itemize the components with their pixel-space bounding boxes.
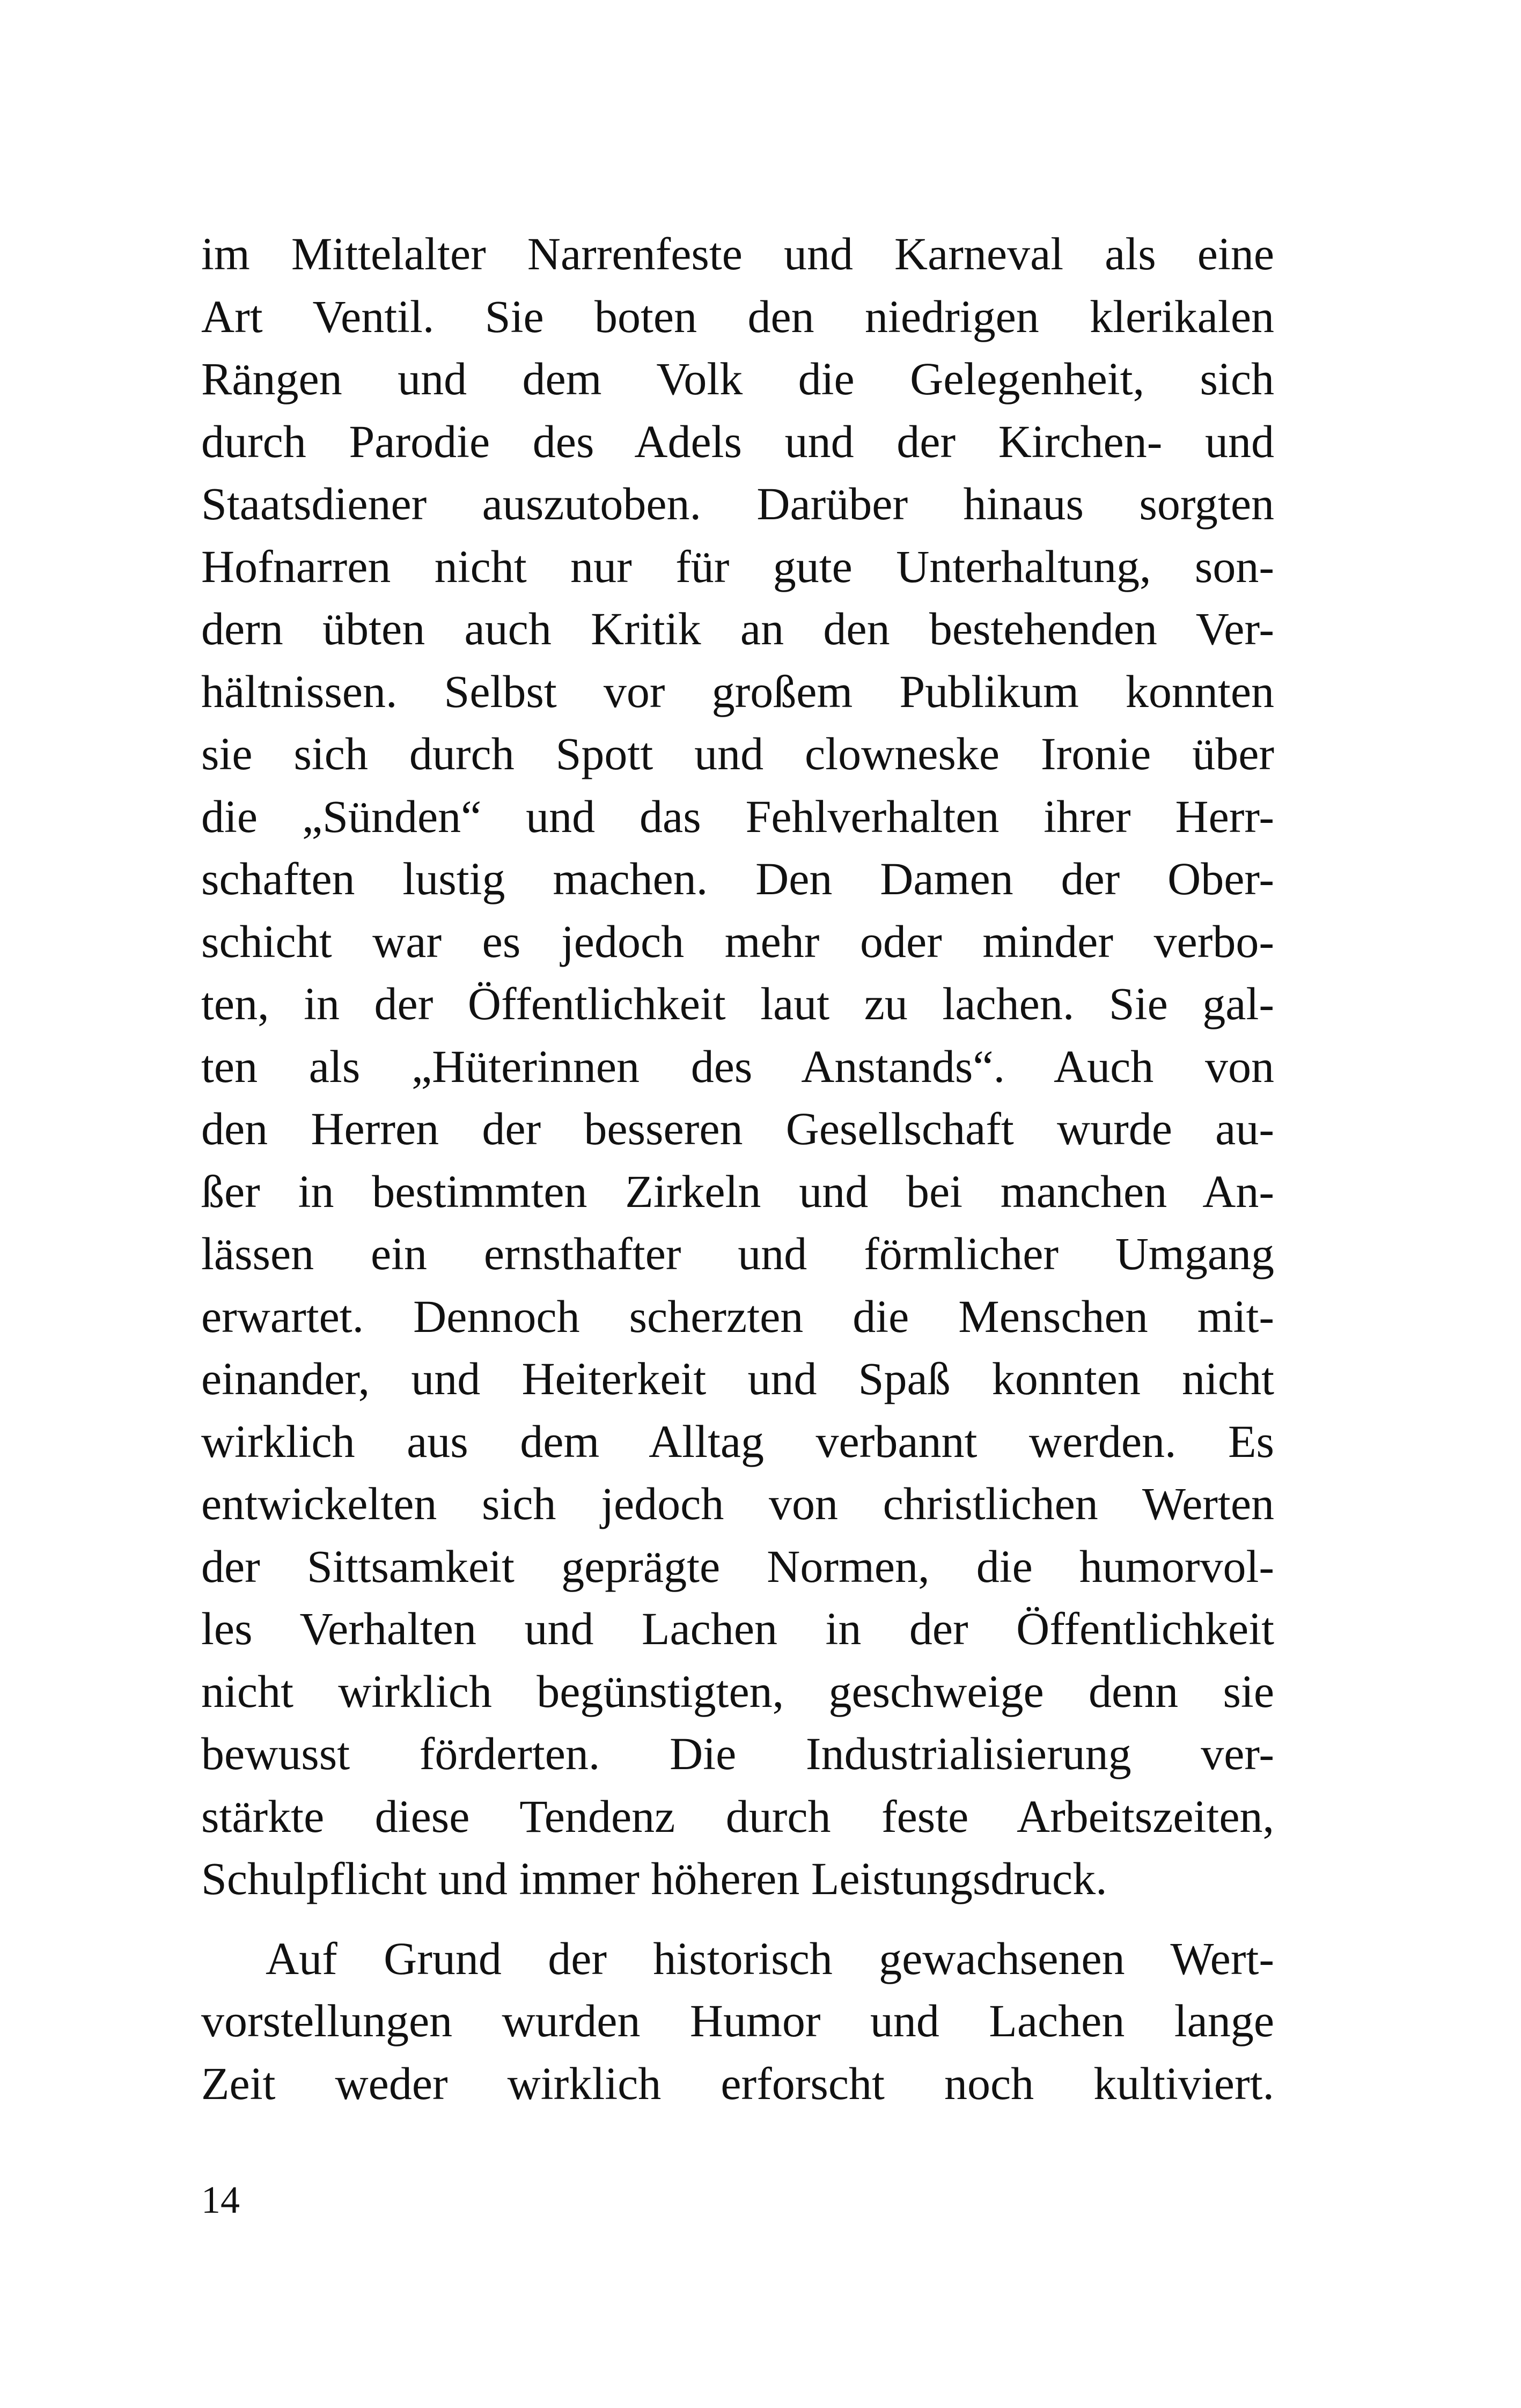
text-line: einander, und Heiterkeit und Spaß konnten nicht	[201, 1353, 1274, 1404]
text-line: wirklich aus dem Alltag verbannt werden. Es	[201, 1415, 1274, 1467]
body-text	[201, 223, 1274, 2115]
text-line: erwartet. Dennoch scherzten die Menschen mit-	[201, 1290, 1274, 1342]
text-line: ßer in bestimmten Zirkeln und bei manchen An-	[201, 1165, 1274, 1217]
text-line: im Mittelalter Narrenfeste und Karneval als eine	[201, 228, 1274, 279]
text-line: schaften lustig machen. Den Damen der Ober-	[201, 853, 1274, 904]
text-line: Auf Grund der historisch gewachsenen Wert-	[266, 1932, 1274, 1984]
text-line: entwickelten sich jedoch von christlichen Werten	[201, 1478, 1274, 1529]
text-line: les Verhalten und Lachen in der Öffentlichkeit	[201, 1603, 1274, 1654]
text-line: Rängen und dem Volk die Gelegenheit, sich	[201, 353, 1274, 404]
text-line: den Herren der besseren Gesellschaft wurde au-	[201, 1103, 1274, 1154]
paragraph-2	[201, 1927, 1274, 2115]
text-line: ten, in der Öffentlichkeit laut zu lachen. Sie gal-	[201, 978, 1274, 1029]
text-line: hältnissen. Selbst vor großem Publikum konnten	[201, 665, 1274, 717]
text-line: die „Sünden“ und das Fehlverhalten ihrer Herr-	[201, 790, 1274, 842]
text-line: Schulpflicht und immer höheren Leistungsdruck.	[201, 1853, 1107, 1904]
paragraph-1	[201, 223, 1274, 1910]
text-line: Hofnarren nicht nur für gute Unterhaltung, son-	[201, 540, 1274, 592]
text-line: Zeit weder wirklich erforscht noch kultiviert.	[201, 2057, 1274, 2109]
text-line: vorstellungen wurden Humor und Lachen lange	[201, 1995, 1274, 2046]
text-line: Art Ventil. Sie boten den niedrigen klerikalen	[201, 290, 1274, 342]
text-line: schicht war es jedoch mehr oder minder verbo-	[201, 915, 1274, 967]
text-line: nicht wirklich begünstigten, geschweige denn sie	[201, 1665, 1274, 1717]
text-line: lässen ein ernsthafter und förmlicher Umgang	[201, 1228, 1274, 1279]
text-line: sie sich durch Spott und clowneske Ironie über	[201, 728, 1274, 779]
paragraph-gap	[201, 1910, 1274, 1927]
text-line: ten als „Hüterinnen des Anstands“. Auch von	[201, 1040, 1274, 1092]
text-line: bewusst förderten. Die Industrialisierung ver-	[201, 1728, 1274, 1779]
text-line: der Sittsamkeit geprägte Normen, die humorvol-	[201, 1540, 1274, 1592]
text-line: dern übten auch Kritik an den bestehenden Ver-	[201, 603, 1274, 654]
text-line: stärkte diese Tendenz durch feste Arbeitszeiten,	[201, 1790, 1274, 1842]
text-line: durch Parodie des Adels und der Kirchen- und	[201, 415, 1274, 467]
text-line: Staatsdiener auszutoben. Darüber hinaus sorgten	[201, 478, 1274, 529]
page-number: 14	[201, 2178, 240, 2221]
